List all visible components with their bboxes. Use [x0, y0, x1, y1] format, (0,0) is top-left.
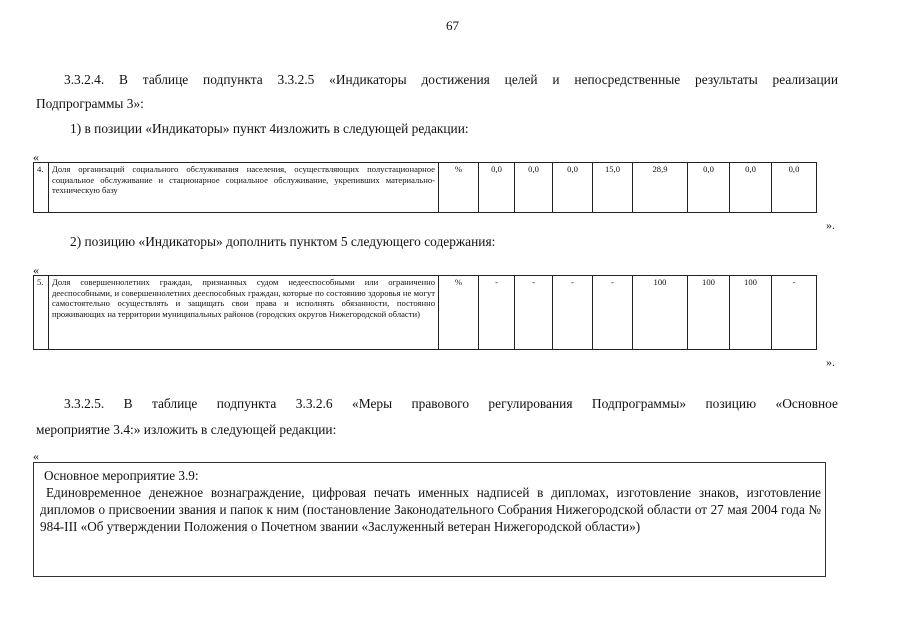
value-cell: 0,0 — [730, 163, 772, 213]
table-row — [34, 163, 817, 213]
open-quote-3: « — [33, 449, 39, 463]
measure-box — [33, 462, 826, 577]
value-cell: 28,9 — [633, 163, 688, 213]
value-cell: 0,0 — [688, 163, 730, 213]
value-cell: - — [515, 276, 553, 350]
row-number: 5. — [34, 276, 49, 350]
unit-cell: % — [439, 163, 479, 213]
value-cell: 0,0 — [553, 163, 593, 213]
section-3324-line1: 3.3.2.4. В таблице подпункта 3.3.2.5 «Индикаторы достижения целей и непосредственные результаты реализации — [64, 72, 838, 87]
value-cell: 100 — [633, 276, 688, 350]
value-cell: - — [479, 276, 515, 350]
indicator-name: Доля организаций социального обслуживания населения, осуществляющих полустационарное социальное обслуживание и стационарное социальное обслуживание, укрепивших материально-техническую базу — [49, 163, 439, 213]
item2-text: 2) позицию «Индикаторы» дополнить пунктом 5 следующего содержания: — [70, 234, 496, 249]
open-quote-2: « — [33, 263, 39, 277]
section-3325-line2: мероприятие 3.4:» изложить в следующей редакции: — [36, 422, 337, 437]
unit-cell: % — [439, 276, 479, 350]
value-cell: 0,0 — [479, 163, 515, 213]
section-3325-line1: 3.3.2.5. В таблице подпункта 3.3.2.6 «Меры правового регулирования Подпрограммы» позицию «Основное — [64, 396, 838, 411]
indicator-table-1 — [33, 162, 817, 213]
value-cell: 100 — [730, 276, 772, 350]
value-cell: 15,0 — [593, 163, 633, 213]
value-cell: - — [553, 276, 593, 350]
close-quote-1: ». — [826, 218, 835, 232]
measure-title: Основное мероприятие 3.9: — [44, 468, 199, 483]
value-cell: 0,0 — [772, 163, 817, 213]
indicator-name: Доля совершеннолетних граждан, признанных судом недееспособными или ограниченно дееспособными, и совершеннолетних дееспособных граждан, которые по состоянию здоровья не могут самостоятельно осуществлять и защищать свои права и исполнять обязанности, постоянно проживающих на территории муниципальных районов (городских округов Нижегородской области) — [49, 276, 439, 350]
measure-body: Единовременное денежное вознаграждение, цифровая печать именных надписей в дипломах, изготовление знаков, изготовление дипломов о присвоении звания и папок к ним (постановление Законодательного Собрания Нижегородской области от 27 мая 2004 года № 984-III «Об утверждении Положения о Почетном звании «Заслуженный ветеран Нижегородской области») — [40, 485, 821, 534]
value-cell: - — [772, 276, 817, 350]
indicator-table-2 — [33, 275, 817, 350]
item1-text: 1) в позиции «Индикаторы» пункт 4изложить в следующей редакции: — [70, 121, 469, 136]
section-3324-line2: Подпрограммы 3»: — [36, 96, 144, 111]
table-row — [34, 276, 817, 350]
page-number: 67 — [446, 18, 459, 33]
close-quote-2: ». — [826, 355, 835, 369]
value-cell: - — [593, 276, 633, 350]
row-number: 4. — [34, 163, 49, 213]
value-cell: 0,0 — [515, 163, 553, 213]
value-cell: 100 — [688, 276, 730, 350]
open-quote-1: « — [33, 150, 39, 164]
